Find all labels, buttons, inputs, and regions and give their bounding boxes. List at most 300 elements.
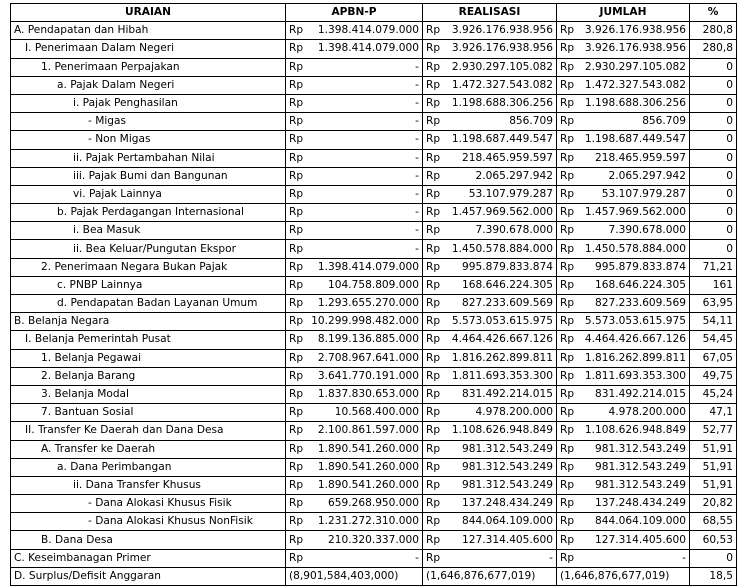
row-label-cell — [11, 385, 286, 403]
table-row — [11, 440, 737, 458]
percent-value: 51,91 — [690, 458, 737, 476]
currency-label: Rp — [560, 60, 575, 73]
apbn-cell — [286, 149, 423, 167]
currency-label: Rp — [560, 42, 575, 55]
apbn-cell — [286, 167, 423, 185]
percent-value: 45,24 — [690, 385, 737, 403]
currency-label: Rp — [426, 60, 441, 73]
table-row — [11, 385, 737, 403]
percent-value: 54,45 — [690, 331, 737, 349]
realisasi-value: 7.390.678.000 — [475, 224, 553, 237]
row-label: 3. Belanja Modal — [41, 388, 129, 401]
jumlah-cell — [557, 513, 690, 531]
jumlah-cell — [557, 204, 690, 222]
currency-label: Rp — [289, 97, 304, 110]
jumlah-value: 137.248.434.249 — [595, 497, 686, 510]
jumlah-value: 4.978.200.000 — [608, 406, 686, 419]
percent-value: 280,8 — [690, 40, 737, 58]
jumlah-cell — [557, 276, 690, 294]
realisasi-value: 1.472.327.543.082 — [451, 78, 553, 91]
header-apbn-p: APBN-P — [286, 4, 423, 22]
row-label-cell — [11, 458, 286, 476]
realisasi-value: 981.312.543.249 — [462, 478, 553, 491]
percent-value: 0 — [690, 549, 737, 567]
realisasi-cell — [423, 349, 557, 367]
currency-label: Rp — [560, 369, 575, 382]
apbn-value: - — [415, 60, 419, 73]
row-label: II. Transfer Ke Daerah dan Dana Desa — [25, 424, 224, 437]
currency-label: Rp — [426, 169, 441, 182]
table-row — [11, 204, 737, 222]
realisasi-cell — [423, 422, 557, 440]
realisasi-cell — [423, 240, 557, 258]
table-row — [11, 476, 737, 494]
jumlah-cell — [557, 58, 690, 76]
percent-value: 47,1 — [690, 404, 737, 422]
table-row — [11, 549, 737, 567]
jumlah-value: 2.930.297.105.082 — [584, 60, 686, 73]
apbn-cell — [286, 313, 423, 331]
realisasi-cell — [423, 313, 557, 331]
jumlah-cell — [557, 40, 690, 58]
row-label: a. Pajak Dalam Negeri — [57, 78, 175, 91]
currency-label: Rp — [426, 515, 441, 528]
realisasi-cell — [423, 513, 557, 531]
jumlah-cell — [557, 404, 690, 422]
realisasi-cell — [423, 476, 557, 494]
row-label-cell — [11, 422, 286, 440]
currency-label: Rp — [426, 224, 441, 237]
row-label: c. PNBP Lainnya — [57, 278, 143, 291]
currency-label: Rp — [289, 278, 304, 291]
realisasi-cell — [423, 149, 557, 167]
jumlah-cell — [557, 458, 690, 476]
apbn-cell — [286, 131, 423, 149]
currency-label: Rp — [289, 42, 304, 55]
table-row — [11, 422, 737, 440]
row-label: I. Penerimaan Dalam Negeri — [25, 42, 175, 55]
currency-label: Rp — [560, 278, 575, 291]
table-row — [11, 131, 737, 149]
jumlah-value: 1.198.687.449.547 — [584, 133, 686, 146]
realisasi-value: 1.811.693.353.300 — [451, 369, 553, 382]
apbn-cell — [286, 404, 423, 422]
realisasi-cell — [423, 458, 557, 476]
table-row — [11, 349, 737, 367]
realisasi-cell — [423, 404, 557, 422]
percent-value: 52,77 — [690, 422, 737, 440]
currency-label: Rp — [560, 24, 575, 37]
realisasi-value: 2.065.297.942 — [475, 169, 553, 182]
row-label: 7. Bantuan Sosial — [41, 406, 134, 419]
apbn-cell — [286, 94, 423, 112]
apbn-value: - — [415, 97, 419, 110]
table-row — [11, 513, 737, 531]
currency-label: Rp — [426, 78, 441, 91]
jumlah-value: 844.064.109.000 — [595, 515, 686, 528]
realisasi-cell — [423, 367, 557, 385]
apbn-cell — [286, 331, 423, 349]
jumlah-value: 1.457.969.562.000 — [584, 206, 686, 219]
currency-label: Rp — [560, 533, 575, 546]
table-row — [11, 331, 737, 349]
apbn-value: - — [415, 78, 419, 91]
row-label: 1. Belanja Pegawai — [41, 351, 142, 364]
currency-label: Rp — [426, 315, 441, 328]
apbn-cell — [286, 240, 423, 258]
row-label: I. Belanja Pemerintah Pusat — [25, 333, 171, 346]
realisasi-cell — [423, 58, 557, 76]
row-label-cell — [11, 40, 286, 58]
apbn-value: 1.890.541.260.000 — [317, 478, 419, 491]
currency-label: Rp — [289, 369, 304, 382]
currency-label: Rp — [426, 424, 441, 437]
jumlah-cell — [557, 367, 690, 385]
currency-label: Rp — [289, 260, 304, 273]
apbn-value: - — [415, 187, 419, 200]
table-row — [11, 149, 737, 167]
percent-value: 54,11 — [690, 313, 737, 331]
jumlah-cell — [557, 295, 690, 313]
apbn-cell — [286, 76, 423, 94]
currency-label: Rp — [560, 224, 575, 237]
apbn-cell — [286, 476, 423, 494]
jumlah-cell — [557, 94, 690, 112]
apbn-cell — [286, 513, 423, 531]
currency-label: Rp — [426, 351, 441, 364]
currency-label: Rp — [560, 206, 575, 219]
row-label: a. Dana Perimbangan — [57, 460, 172, 473]
currency-label: Rp — [560, 515, 575, 528]
apbn-value: 659.268.950.000 — [328, 497, 419, 510]
percent-value: 49,75 — [690, 367, 737, 385]
jumlah-cell — [557, 131, 690, 149]
table-row — [11, 185, 737, 203]
apbn-value: - — [415, 169, 419, 182]
percent-value: 63,95 — [690, 295, 737, 313]
realisasi-value: 1.457.969.562.000 — [451, 206, 553, 219]
realisasi-cell — [423, 258, 557, 276]
currency-label: Rp — [289, 133, 304, 146]
realisasi-cell — [423, 76, 557, 94]
row-label-cell — [11, 367, 286, 385]
row-label-cell — [11, 313, 286, 331]
row-label: - Migas — [88, 115, 127, 128]
jumlah-cell — [557, 349, 690, 367]
table-row — [11, 313, 737, 331]
jumlah-value: 3.926.176.938.956 — [584, 24, 686, 37]
currency-label: Rp — [560, 442, 575, 455]
jumlah-cell — [557, 422, 690, 440]
row-label-cell — [11, 258, 286, 276]
apbn-value: 2.708.967.641.000 — [317, 351, 419, 364]
apbn-cell — [286, 422, 423, 440]
table-row — [11, 276, 737, 294]
percent-value: 0 — [690, 94, 737, 112]
apbn-cell — [286, 58, 423, 76]
currency-label: Rp — [289, 151, 304, 164]
currency-label: Rp — [426, 24, 441, 37]
row-label-cell — [11, 295, 286, 313]
realisasi-value: 218.465.959.597 — [462, 151, 553, 164]
apbn-cell — [286, 113, 423, 131]
realisasi-value: 856.709 — [509, 115, 553, 128]
apbn-cell — [286, 204, 423, 222]
row-label: - Non Migas — [88, 133, 151, 146]
percent-value: 0 — [690, 204, 737, 222]
currency-label: Rp — [560, 133, 575, 146]
realisasi-cell — [423, 222, 557, 240]
realisasi-cell — [423, 531, 557, 549]
apbn-cell — [286, 440, 423, 458]
jumlah-value: 1.198.688.306.256 — [584, 97, 686, 110]
row-label-cell — [11, 440, 286, 458]
apbn-value: - — [415, 551, 419, 564]
budget-table — [10, 3, 737, 586]
currency-label: Rp — [426, 133, 441, 146]
table-row — [11, 222, 737, 240]
row-label: 2. Penerimaan Negara Bukan Pajak — [41, 260, 228, 273]
currency-label: Rp — [426, 151, 441, 164]
currency-label: Rp — [289, 78, 304, 91]
currency-label: Rp — [560, 315, 575, 328]
jumlah-cell — [557, 385, 690, 403]
realisasi-cell — [423, 440, 557, 458]
currency-label: Rp — [426, 187, 441, 200]
currency-label: Rp — [289, 297, 304, 310]
percent-value: 0 — [690, 113, 737, 131]
apbn-cell — [286, 458, 423, 476]
jumlah-value: 3.926.176.938.956 — [584, 42, 686, 55]
currency-label: Rp — [289, 442, 304, 455]
row-label: - Dana Alokasi Khusus NonFisik — [88, 515, 253, 528]
row-label: B. Dana Desa — [41, 533, 113, 546]
realisasi-cell — [423, 94, 557, 112]
header-uraian: URAIAN — [11, 4, 286, 22]
jumlah-cell — [557, 495, 690, 513]
realisasi-value: 1.198.687.449.547 — [451, 133, 553, 146]
percent-value: 0 — [690, 76, 737, 94]
apbn-value: 1.398.414.079.000 — [317, 260, 419, 273]
jumlah-cell — [557, 258, 690, 276]
apbn-value: - — [415, 206, 419, 219]
apbn-cell — [286, 567, 423, 585]
jumlah-cell — [557, 167, 690, 185]
row-label: A. Transfer ke Daerah — [41, 442, 156, 455]
apbn-value: - — [415, 224, 419, 237]
realisasi-value: 1.450.578.884.000 — [451, 242, 553, 255]
table-row — [11, 40, 737, 58]
apbn-value: - — [415, 115, 419, 128]
currency-label: Rp — [426, 42, 441, 55]
percent-value: 20,82 — [690, 495, 737, 513]
currency-label: Rp — [560, 78, 575, 91]
currency-label: Rp — [560, 551, 575, 564]
realisasi-cell — [423, 113, 557, 131]
percent-value: 68,55 — [690, 513, 737, 531]
currency-label: Rp — [560, 187, 575, 200]
table-row — [11, 567, 737, 585]
jumlah-value: 1.472.327.543.082 — [584, 78, 686, 91]
table-row — [11, 531, 737, 549]
currency-label: Rp — [289, 115, 304, 128]
currency-label: Rp — [289, 242, 304, 255]
jumlah-value: 995.879.833.874 — [595, 260, 686, 273]
realisasi-value: 168.646.224.305 — [462, 278, 553, 291]
table-row — [11, 295, 737, 313]
percent-value: 0 — [690, 185, 737, 203]
realisasi-cell — [423, 131, 557, 149]
row-label-cell — [11, 204, 286, 222]
row-label-cell — [11, 531, 286, 549]
jumlah-value: 981.312.543.249 — [595, 442, 686, 455]
jumlah-value: 981.312.543.249 — [595, 478, 686, 491]
currency-label: Rp — [289, 478, 304, 491]
realisasi-value: 3.926.176.938.956 — [451, 24, 553, 37]
jumlah-value: 4.464.426.667.126 — [584, 333, 686, 346]
jumlah-cell — [557, 331, 690, 349]
row-label-cell — [11, 94, 286, 112]
realisasi-value: 2.930.297.105.082 — [451, 60, 553, 73]
apbn-value: 10.568.400.000 — [334, 406, 419, 419]
jumlah-value: - — [682, 551, 686, 564]
currency-label: Rp — [560, 351, 575, 364]
apbn-value: 104.758.809.000 — [328, 278, 419, 291]
currency-label: Rp — [289, 224, 304, 237]
row-label: D. Surplus/Defisit Anggaran — [14, 569, 161, 582]
currency-label: Rp — [289, 460, 304, 473]
percent-value: 0 — [690, 222, 737, 240]
currency-label: Rp — [289, 533, 304, 546]
row-label: A. Pendapatan dan Hibah — [14, 24, 149, 37]
row-label-cell — [11, 22, 286, 40]
table-row — [11, 167, 737, 185]
percent-value: 51,91 — [690, 440, 737, 458]
row-label-cell — [11, 240, 286, 258]
header-row — [11, 4, 737, 22]
jumlah-value: 5.573.053.615.975 — [584, 315, 686, 328]
realisasi-value: 827.233.609.569 — [462, 297, 553, 310]
jumlah-cell — [557, 22, 690, 40]
currency-label: Rp — [426, 460, 441, 473]
row-label-cell — [11, 331, 286, 349]
table-row — [11, 22, 737, 40]
currency-label: Rp — [560, 424, 575, 437]
table-row — [11, 94, 737, 112]
apbn-value: 1.890.541.260.000 — [317, 460, 419, 473]
apbn-value: 2.100.861.597.000 — [317, 424, 419, 437]
currency-label: Rp — [426, 333, 441, 346]
realisasi-cell — [423, 22, 557, 40]
realisasi-cell — [423, 276, 557, 294]
percent-value: 280,8 — [690, 22, 737, 40]
currency-label: Rp — [289, 315, 304, 328]
row-label-cell — [11, 113, 286, 131]
row-label-cell — [11, 131, 286, 149]
jumlah-value: 1.811.693.353.300 — [584, 369, 686, 382]
jumlah-value: 2.065.297.942 — [608, 169, 686, 182]
row-label-cell — [11, 167, 286, 185]
realisasi-value: 4.978.200.000 — [475, 406, 553, 419]
row-label: ii. Pajak Pertambahan Nilai — [73, 151, 215, 164]
table-row — [11, 458, 737, 476]
apbn-value: (8,901,584,403,000) — [289, 569, 399, 582]
currency-label: Rp — [289, 169, 304, 182]
currency-label: Rp — [289, 388, 304, 401]
jumlah-value: 856.709 — [642, 115, 686, 128]
apbn-value: 8.199.136.885.000 — [317, 333, 419, 346]
row-label: ii. Dana Transfer Khusus — [73, 478, 201, 491]
currency-label: Rp — [289, 333, 304, 346]
currency-label: Rp — [426, 97, 441, 110]
realisasi-cell — [423, 295, 557, 313]
realisasi-value: 981.312.543.249 — [462, 460, 553, 473]
row-label: ii. Bea Keluar/Pungutan Ekspor — [73, 242, 236, 255]
jumlah-value: 1.450.578.884.000 — [584, 242, 686, 255]
row-label-cell — [11, 185, 286, 203]
row-label: iii. Pajak Bumi dan Bangunan — [73, 169, 228, 182]
currency-label: Rp — [289, 351, 304, 364]
row-label-cell — [11, 76, 286, 94]
apbn-cell — [286, 276, 423, 294]
realisasi-value: 5.573.053.615.975 — [451, 315, 553, 328]
apbn-cell — [286, 531, 423, 549]
header-realisasi: REALISASI — [423, 4, 557, 22]
realisasi-value: 4.464.426.667.126 — [451, 333, 553, 346]
apbn-cell — [286, 222, 423, 240]
jumlah-value: 168.646.224.305 — [595, 278, 686, 291]
currency-label: Rp — [426, 497, 441, 510]
apbn-cell — [286, 185, 423, 203]
currency-label: Rp — [426, 260, 441, 273]
jumlah-cell — [557, 440, 690, 458]
currency-label: Rp — [289, 206, 304, 219]
jumlah-cell — [557, 185, 690, 203]
table-row — [11, 258, 737, 276]
jumlah-value: 831.492.214.015 — [595, 388, 686, 401]
currency-label: Rp — [560, 115, 575, 128]
table-row — [11, 240, 737, 258]
header-percent: % — [690, 4, 737, 22]
realisasi-value: 995.879.833.874 — [462, 260, 553, 273]
currency-label: Rp — [560, 333, 575, 346]
currency-label: Rp — [289, 551, 304, 564]
jumlah-cell — [557, 549, 690, 567]
apbn-value: 1.293.655.270.000 — [317, 297, 419, 310]
apbn-cell — [286, 495, 423, 513]
jumlah-cell — [557, 567, 690, 585]
row-label-cell — [11, 222, 286, 240]
row-label-cell — [11, 349, 286, 367]
realisasi-cell — [423, 167, 557, 185]
realisasi-value: (1,646,876,677,019) — [426, 569, 536, 582]
jumlah-value: 218.465.959.597 — [595, 151, 686, 164]
apbn-value: - — [415, 151, 419, 164]
currency-label: Rp — [289, 24, 304, 37]
percent-value: 67,05 — [690, 349, 737, 367]
realisasi-value: 844.064.109.000 — [462, 515, 553, 528]
realisasi-value: 3.926.176.938.956 — [451, 42, 553, 55]
row-label: d. Pendapatan Badan Layanan Umum — [57, 297, 258, 310]
realisasi-cell — [423, 40, 557, 58]
row-label: C. Keseimbanagan Primer — [14, 551, 151, 564]
currency-label: Rp — [426, 388, 441, 401]
realisasi-value: 831.492.214.015 — [462, 388, 553, 401]
realisasi-cell — [423, 331, 557, 349]
currency-label: Rp — [560, 478, 575, 491]
jumlah-value: 827.233.609.569 — [595, 297, 686, 310]
apbn-value: 1.398.414.079.000 — [317, 24, 419, 37]
